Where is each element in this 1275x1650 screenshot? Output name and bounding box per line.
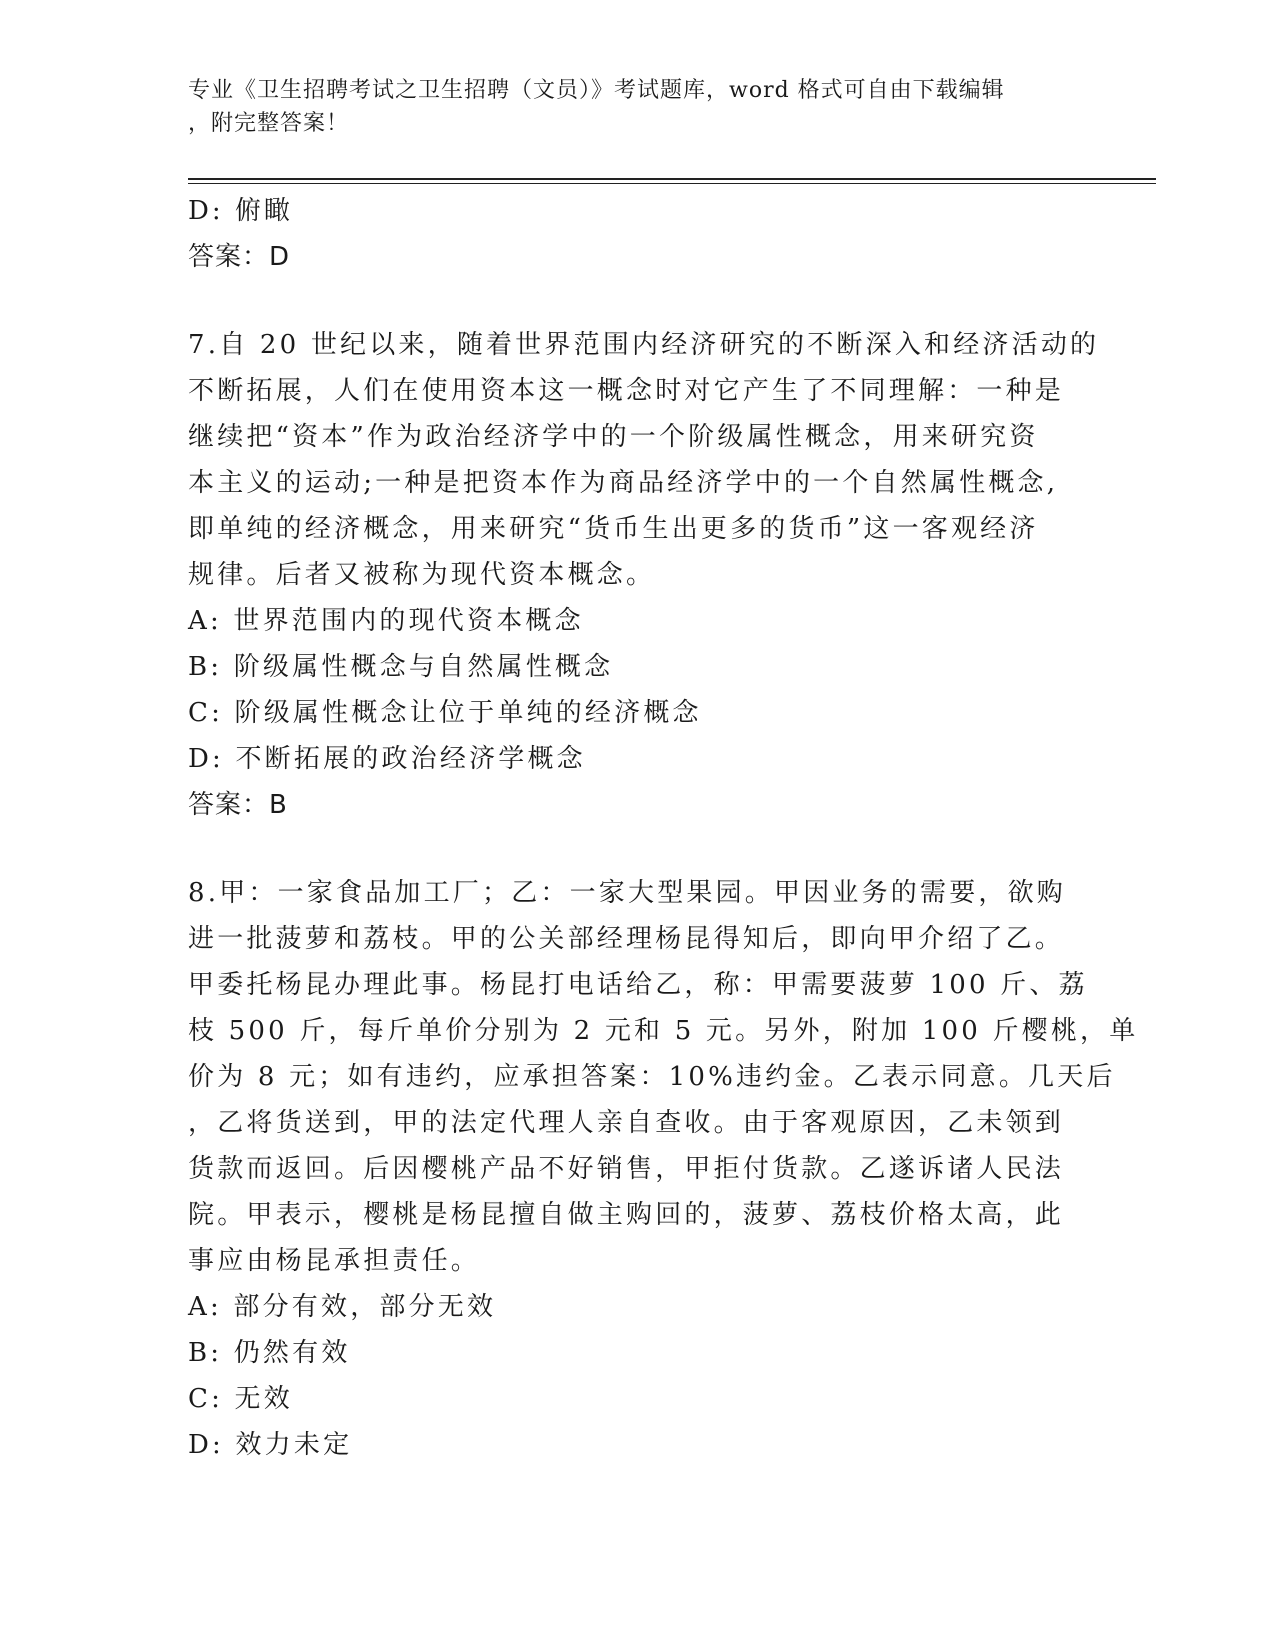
option-d: D: 俯瞰	[188, 196, 293, 226]
header-line-1: 专业《卫生招聘考试之卫生招聘（文员）》考试题库，word 格式可自由下载编辑	[188, 78, 1005, 103]
question-text-line: 本主义的运动;一种是把资本作为商品经济学中的一个自然属性概念,	[188, 468, 1059, 498]
answer-line: 答案：B	[188, 790, 288, 820]
option-a: A: 部分有效，部分无效	[188, 1292, 497, 1322]
option-b: B: 阶级属性概念与自然属性概念	[188, 652, 614, 682]
question-8	[188, 870, 1139, 1468]
previous-question-tail	[188, 188, 1088, 280]
question-text-line: 继续把“资本”作为政治经济学中的一个阶级属性概念，用来研究资	[188, 422, 1039, 452]
question-7	[188, 322, 1100, 828]
spacer	[188, 280, 1088, 322]
option-d: D: 不断拓展的政治经济学概念	[188, 744, 586, 774]
question-text-line: 院。甲表示，樱桃是杨昆擅自做主购回的，菠萝、荔枝价格太高，此	[188, 1200, 1065, 1230]
header-rule-thick	[188, 178, 1156, 180]
question-text-line: 事应由杨昆承担责任。	[188, 1246, 481, 1276]
option-b: B: 仍然有效	[188, 1338, 351, 1368]
question-text-line: 即单纯的经济概念，用来研究“货币生出更多的货币”这一客观经济	[188, 514, 1039, 544]
question-text-line: 货款而返回。后因樱桃产品不好销售，甲拒付货款。乙遂诉诸人民法	[188, 1154, 1065, 1184]
document-body	[188, 188, 1139, 1468]
answer-line: 答案：D	[188, 242, 291, 272]
option-c: C: 阶级属性概念让位于单纯的经济概念	[188, 698, 702, 728]
question-text-line: 价为 8 元；如有违约，应承担答案：10%违约金。乙表示同意。几天后	[188, 1062, 1116, 1092]
question-text-line: 甲委托杨昆办理此事。杨昆打电话给乙，称：甲需要菠萝 100 斤、荔	[188, 970, 1088, 1000]
option-c: C: 无效	[188, 1384, 293, 1414]
document-header	[188, 74, 1088, 140]
question-text-line: 规律。后者又被称为现代资本概念。	[188, 560, 656, 590]
option-a: A: 世界范围内的现代资本概念	[188, 606, 584, 636]
header-line-2: ，附完整答案！	[188, 111, 350, 136]
question-text-line: 进一批菠萝和荔枝。甲的公关部经理杨昆得知后，即向甲介绍了乙。	[188, 924, 1065, 954]
spacer	[188, 828, 1088, 870]
question-text-line: 枝 500 斤，每斤单价分别为 2 元和 5 元。另外，附加 100 斤樱桃，单	[188, 1016, 1139, 1046]
option-d: D: 效力未定	[188, 1430, 353, 1460]
question-text-line: 不断拓展，人们在使用资本这一概念时对它产生了不同理解：一种是	[188, 376, 1065, 406]
question-text-line: ，乙将货送到，甲的法定代理人亲自查收。由于客观原因，乙未领到	[188, 1108, 1065, 1138]
question-text-line: 8.甲：一家食品加工厂；乙：一家大型果园。甲因业务的需要，欲购	[188, 878, 1067, 908]
question-text-line: 7.自 20 世纪以来，随着世界范围内经济研究的不断深入和经济活动的	[188, 330, 1100, 360]
header-rule-thin	[188, 183, 1156, 184]
